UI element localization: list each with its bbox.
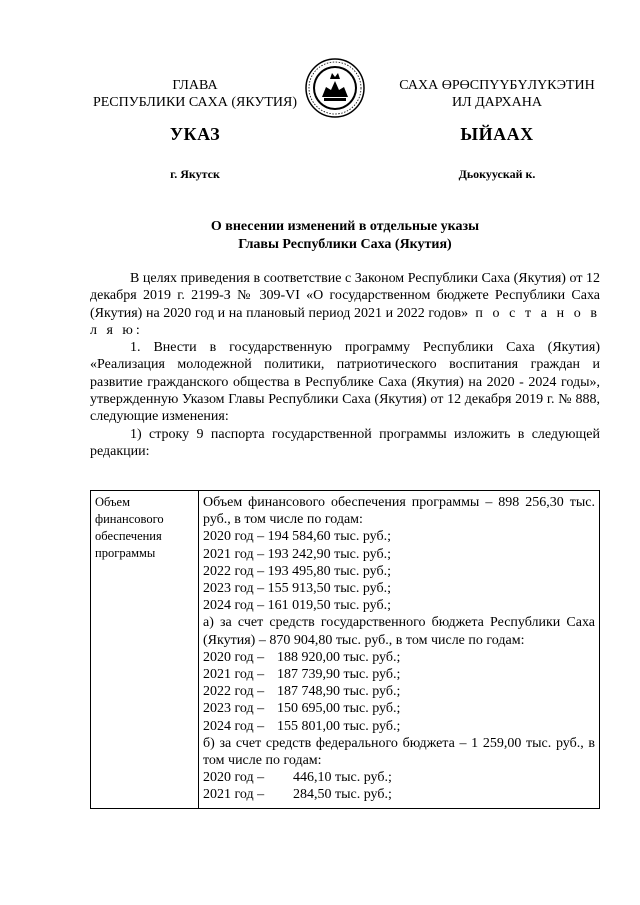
issuer-line-2-sakha: ИЛ ДАРХАНА: [451, 95, 542, 110]
federal-year-line: [203, 769, 595, 786]
regional-year-line: [203, 666, 595, 683]
document-body: [90, 270, 600, 460]
regional-year-line: [203, 649, 595, 666]
federal-year-line: [203, 786, 595, 803]
year-label: 2020 год –: [203, 649, 265, 665]
regional-budget-text: а) за счет средств государственного бюджета Республики Саха (Якутия) – 870 904,80 тыс. руб., в том числе по годам:: [203, 615, 595, 648]
document-title: [90, 218, 600, 254]
issuer-header-ru: [80, 77, 310, 111]
resolve-word: п о с т а н о в л я ю:: [90, 305, 601, 338]
item-1-1-paragraph: 1) строку 9 паспорта государственной программы изложить в следующей редакции:: [90, 426, 600, 459]
row-value-cell: [199, 491, 600, 809]
issuer-line-1-sakha: САХА ӨРӨСПҮҮБҮЛҮКЭТИН: [399, 78, 595, 93]
total-year-line: 2021 год – 193 242,90 тыс. руб.;: [203, 546, 391, 562]
issuer-header-sakha: [392, 77, 602, 111]
year-amount: 155 801,00 тыс. руб.;: [277, 718, 401, 734]
year-label: 2022 год –: [203, 684, 265, 700]
passport-table: [90, 490, 600, 809]
year-label: 2024 год –: [203, 718, 265, 734]
city-ru: г. Якутск: [170, 167, 220, 181]
year-label: 2021 год –: [203, 667, 265, 683]
regional-year-line: [203, 700, 595, 717]
row-label-cell: Объем финансового обеспечения программы: [91, 491, 199, 809]
regional-year-line: [203, 718, 595, 735]
city-sakha: Дьокуускай к.: [458, 167, 536, 181]
regional-year-line: [203, 683, 595, 700]
year-label: 2021 год –: [203, 787, 265, 803]
year-amount: 187 748,90 тыс. руб.;: [277, 684, 401, 700]
federal-budget-text: б) за счет средств федерального бюджета – 1 259,00 тыс. руб., в том числе по годам:: [203, 735, 595, 769]
total-year-line: 2024 год – 161 019,50 тыс. руб.;: [203, 598, 391, 614]
preamble-text: В целях приведения в соответствие с Законом Республики Саха (Якутия) от 12 декабря 2019 г. 2199-З № 309-VI «О государственном бюджете Республики Саха (Якутия) на 2020 год и на плановый период 2021 и 2022 годов»: [90, 271, 600, 321]
year-label: 2020 год –: [203, 770, 265, 786]
coat-of-arms-icon: [304, 57, 366, 119]
year-amount: 188 920,00 тыс. руб.;: [277, 649, 401, 665]
table-row: [91, 491, 600, 809]
total-year-line: 2022 год – 193 495,80 тыс. руб.;: [203, 563, 391, 579]
total-text: Объем финансового обеспечения программы – 898 256,30 тыс. руб., в том числе по годам:: [203, 495, 595, 528]
doc-type-sakha: ЫЙААХ: [460, 124, 534, 144]
total-year-line: 2020 год – 194 584,60 тыс. руб.;: [203, 529, 391, 545]
year-amount: 150 695,00 тыс. руб.;: [277, 701, 401, 717]
issuer-line-1: ГЛАВА: [172, 78, 218, 93]
year-amount: 187 739,90 тыс. руб.;: [277, 667, 401, 683]
preamble-paragraph: [90, 270, 600, 339]
year-label: 2023 год –: [203, 701, 265, 717]
total-year-line: 2023 год – 155 913,50 тыс. руб.;: [203, 581, 391, 597]
issuer-line-2: РЕСПУБЛИКИ САХА (ЯКУТИЯ): [92, 95, 298, 110]
year-amount: 284,50 тыс. руб.;: [293, 787, 392, 803]
year-amount: 446,10 тыс. руб.;: [293, 770, 392, 786]
title-line-1: О внесении изменений в отдельные указы: [210, 219, 480, 234]
doc-type-ru: УКАЗ: [169, 124, 221, 144]
title-line-2: Главы Республики Саха (Якутия): [238, 237, 452, 252]
item-1-paragraph: 1. Внести в государственную программу Республики Саха (Якутия) «Реализация молодежной политики, патриотического воспитания граждан и развитие гражданского общества в Республике Саха (Якутия) на 2020 - 2024 годы», утвержденную Указом Главы Республики Саха (Якутия) от 12 декабря 2019 г. № 888, следующие изменения:: [90, 340, 600, 425]
